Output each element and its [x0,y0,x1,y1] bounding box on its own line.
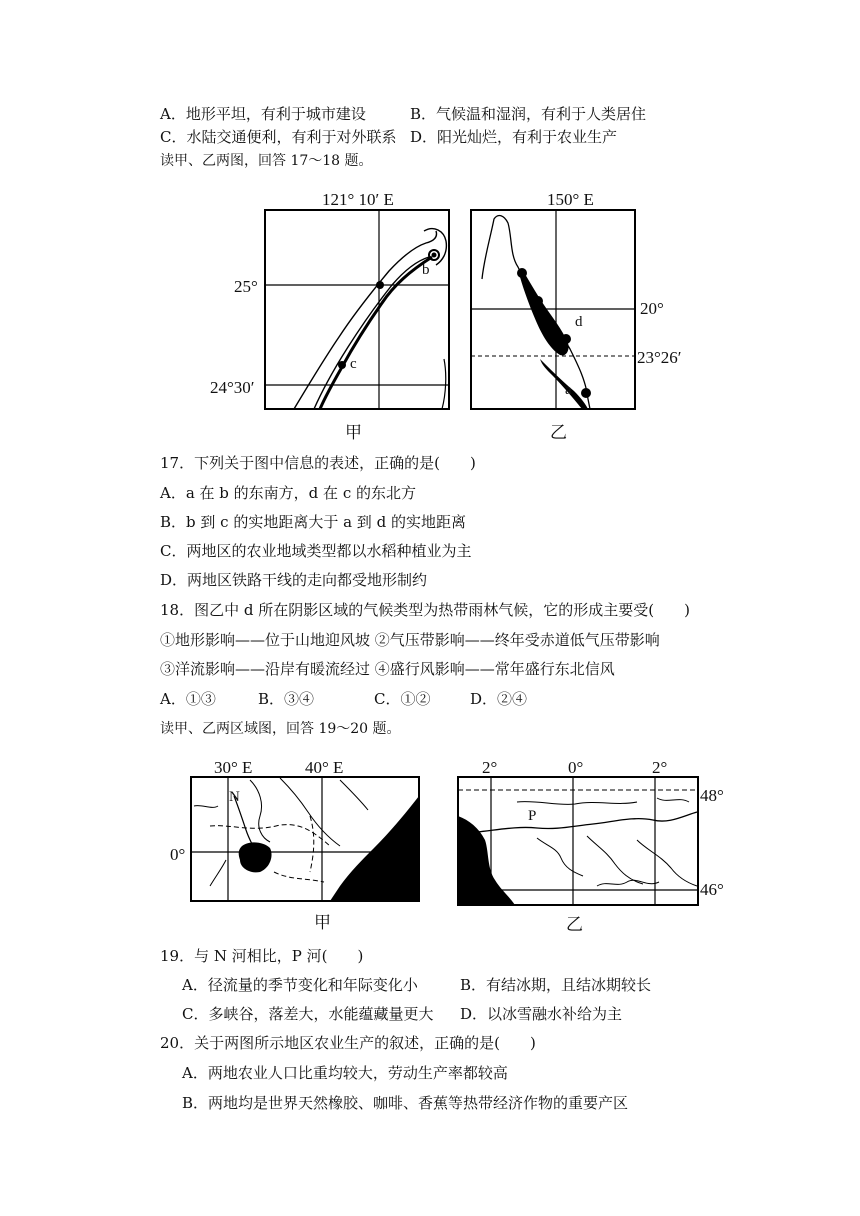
q19-option-c: C．多峡谷，落差大，水能蕴藏量更大 [182,1005,434,1023]
q18-option-a: A．①③ [160,690,216,708]
q19-option-d: D．以冰雪融水补给为主 [460,1005,623,1023]
fig1-point-c: c [350,356,357,372]
fig2-yi-lon3-label: 2° [652,758,668,777]
q18-option-c: C．①② [374,690,431,708]
fig1-jia-caption: 甲 [345,423,362,443]
q18-stem: 18．图乙中 d 所在阴影区域的气候类型为热带雨林气候，它的形成主要受( ) [160,601,690,619]
q17-option-a: A．a 在 b 的东南方，d 在 c 的东北方 [160,484,416,502]
q17-option-c: C．两地区的农业地域类型都以水稻种植业为主 [160,542,472,560]
fig1-yi-lat1-label: 20° [640,299,664,318]
q17-option-d: D．两地区铁路干线的走向都受地形制约 [160,571,428,589]
q17-stem: 17．下列关于图中信息的表述，正确的是( ) [160,454,476,472]
fig2-yi-lon1-label: 2° [482,758,498,777]
q18-option-d: D．②④ [470,690,528,708]
fig1-yi-lat2-label: 23°26′ [637,348,682,367]
q19-stem: 19．与 N 河相比，P 河( ) [160,947,364,965]
fig2-yi-map [457,776,699,906]
fig2-yi-caption: 乙 [566,915,583,935]
q20-option-a: A．两地农业人口比重均较大，劳动生产率都较高 [182,1064,508,1082]
fig2-jia-lon1-label: 30° E [214,758,253,777]
intro-17-18: 读甲、乙两图，回答 17～18 题。 [160,153,373,169]
q18-statements-2: ③洋流影响——沿岸有暖流经过 ④盛行风影响——常年盛行东北信风 [160,660,615,678]
fig2-jia-lon2-label: 40° E [305,758,344,777]
fig2-yi-lat1-label: 48° [700,786,724,805]
q18-option-b: B．③④ [258,690,315,708]
prev-option-c: C．水陆交通便利，有利于对外联系 [160,128,397,146]
fig1-yi-map [470,209,636,410]
q20-option-b: B．两地均是世界天然橡胶、咖啡、香蕉等热带经济作物的重要产区 [182,1094,629,1112]
fig1-jia-lat2-label: 24°30′ [210,378,255,397]
fig1-jia-lat1-label: 25° [234,277,258,296]
fig2-yi-lat2-label: 46° [700,880,724,899]
fig1-yi-lon-label: 150° E [547,190,594,209]
fig2-river-p: P [528,808,537,824]
q18-statements-1: ①地形影响——位于山地迎风坡 ②气压带影响——终年受赤道低气压带影响 [160,631,660,649]
fig1-jia-map [264,209,450,410]
q19-option-a: A．径流量的季节变化和年际变化小 [182,976,418,994]
prev-option-b: B．气候温和湿润，有利于人类居住 [410,105,647,123]
prev-option-d: D．阳光灿烂，有利于农业生产 [410,128,618,146]
fig2-jia-caption: 甲 [314,913,331,933]
fig2-jia-map [190,776,420,902]
prev-option-a: A．地形平坦，有利于城市建设 [160,105,366,123]
q20-stem: 20．关于两图所示地区农业生产的叙述，正确的是( ) [160,1034,536,1052]
q17-option-b: B．b 到 c 的实地距离大于 a 到 d 的实地距离 [160,513,466,531]
fig2-jia-lat-label: 0° [170,845,186,864]
fig1-jia-lon-label: 121° 10′ E [322,190,394,209]
fig2-yi-lon2-label: 0° [568,758,584,777]
fig1-point-a: a [565,382,572,398]
intro-19-20: 读甲、乙两区域图，回答 19～20 题。 [160,721,401,737]
fig1-yi-caption: 乙 [550,423,567,443]
fig1-point-b: b [422,262,430,278]
q19-option-b: B．有结冰期，且结冰期较长 [460,976,652,994]
fig1-point-d: d [575,314,583,330]
fig2-river-n: N [229,789,240,805]
